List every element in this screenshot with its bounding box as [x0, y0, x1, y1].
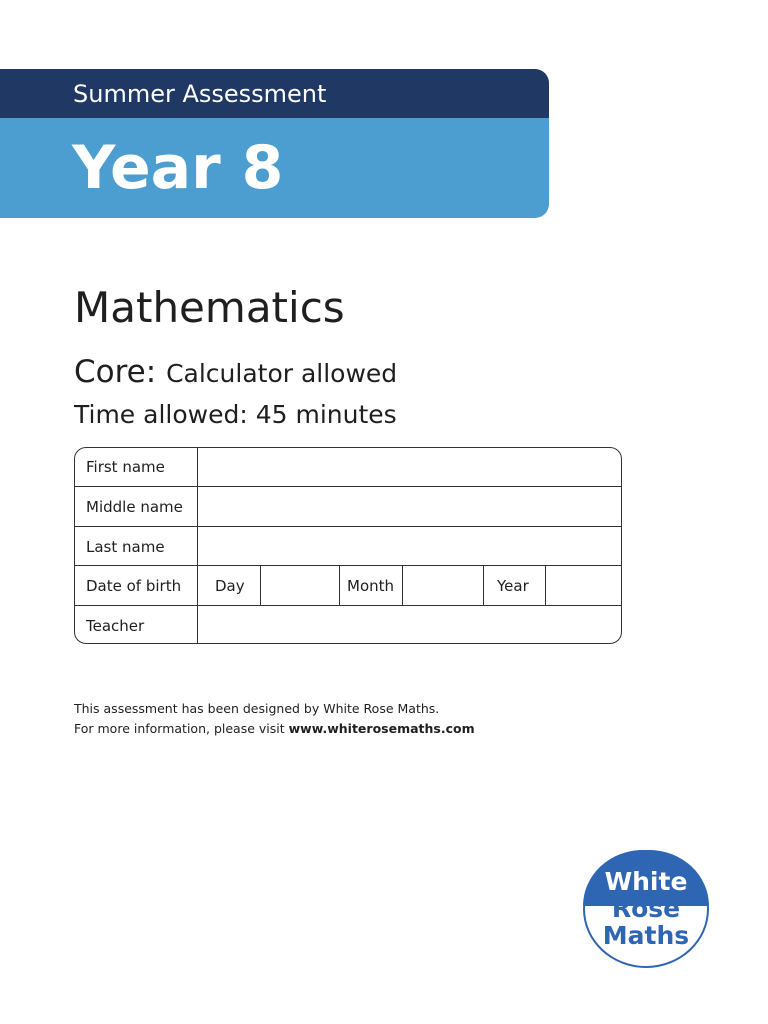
- dob-divider: [483, 565, 484, 605]
- assessment-title: Summer Assessment: [73, 79, 327, 108]
- form-divider: [75, 565, 621, 566]
- footer-line-2: [74, 719, 475, 739]
- day-label: Day: [215, 577, 245, 595]
- header-banner: [0, 69, 549, 218]
- middle-name-field[interactable]: [198, 487, 621, 526]
- time-allowed: Time allowed: 45 minutes: [74, 400, 397, 429]
- middle-name-label: Middle name: [86, 498, 183, 516]
- footer-prefix: For more information, please visit: [74, 721, 289, 736]
- tier-label: Core:: [74, 354, 157, 390]
- teacher-label: Teacher: [86, 617, 145, 635]
- dob-divider: [339, 565, 340, 605]
- month-field[interactable]: [403, 566, 483, 605]
- year-bar: [0, 118, 549, 218]
- last-name-field[interactable]: [198, 527, 621, 565]
- subject-title: Mathematics: [74, 283, 345, 332]
- white-rose-maths-logo: [583, 850, 709, 968]
- footer-info: [74, 699, 475, 739]
- logo-word-2: Rose: [611, 893, 681, 923]
- paper-tier: [74, 352, 397, 394]
- logo-word-1: White: [604, 866, 688, 896]
- last-name-label: Last name: [86, 538, 165, 556]
- website-link[interactable]: www.whiterosemaths.com: [288, 721, 475, 736]
- teacher-field[interactable]: [198, 606, 621, 643]
- assessment-title-bar: [0, 69, 549, 118]
- first-name-field[interactable]: [198, 448, 621, 486]
- footer-line-1: This assessment has been designed by White Rose Maths.: [74, 701, 440, 716]
- tier-note: Calculator allowed: [166, 359, 398, 388]
- dob-label: Date of birth: [86, 577, 182, 595]
- year-label: Year: [497, 577, 529, 595]
- logo-word-3: Maths: [602, 920, 690, 950]
- month-label: Month: [347, 577, 395, 595]
- student-details-form: [74, 447, 622, 644]
- first-name-label: First name: [86, 458, 165, 476]
- year-title: Year 8: [72, 133, 284, 203]
- year-field[interactable]: [546, 566, 621, 605]
- day-field[interactable]: [261, 566, 339, 605]
